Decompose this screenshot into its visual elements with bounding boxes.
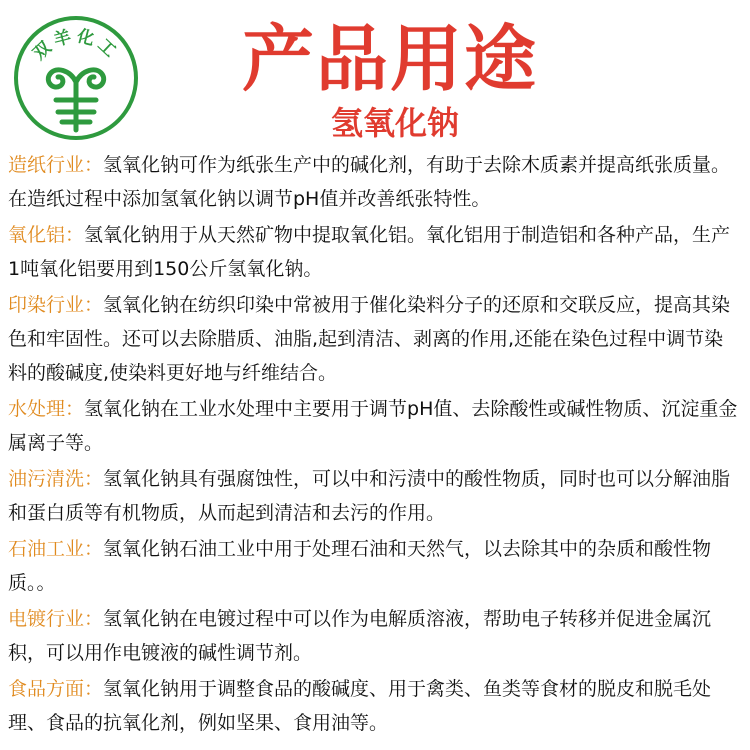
page-title: 产品用途 [241, 17, 538, 101]
use-item-grease-cleaning [8, 462, 738, 530]
use-separator: ： [84, 678, 104, 700]
use-term: 油污清洗 [8, 468, 85, 490]
use-separator: ： [84, 608, 104, 630]
use-description: 氢氧化钠在工业水处理中主要用于调节pH值、去除酸性或碱性物质、沉淀重金属离子等。 [8, 398, 738, 454]
use-term: 氧化铝 [8, 224, 66, 246]
use-item-alumina [8, 218, 738, 286]
company-logo [12, 14, 140, 142]
logo-text: 双羊化工 [29, 26, 123, 65]
use-separator: ： [84, 538, 104, 560]
use-description: 氢氧化钠用于从天然矿物中提取氧化铝。氧化铝用于制造铝和各种产品，生产1吨氧化铝要用到150公斤氢氧化钠。 [8, 224, 731, 280]
use-item-food [8, 672, 738, 740]
use-item-papermaking [8, 148, 738, 216]
use-separator: ： [84, 154, 104, 176]
use-description: 氢氧化钠在电镀过程中可以作为电解质溶液，帮助电子转移并促进金属沉积，可以用作电镀液的碱性调节剂。 [8, 608, 712, 664]
use-separator: ： [84, 294, 104, 316]
use-item-petroleum [8, 532, 738, 600]
use-description: 氢氧化钠石油工业中用于处理石油和天然气，以去除其中的杂质和酸性物质。。 [8, 538, 712, 594]
use-term: 造纸行业 [8, 154, 85, 176]
use-item-water-treatment [8, 392, 738, 460]
use-separator: ： [84, 468, 104, 490]
use-term: 印染行业 [8, 294, 85, 316]
use-term: 石油工业 [8, 538, 85, 560]
use-term: 水处理 [8, 398, 66, 420]
use-separator: ： [65, 398, 85, 420]
use-item-electroplating [8, 602, 738, 670]
use-description: 氢氧化钠用于调整食品的酸碱度、用于禽类、鱼类等食材的脱皮和脱毛处理、食品的抗氧化剂，例如坚果、食用油等。 [8, 678, 712, 734]
use-description: 氢氧化钠在纺织印染中常被用于催化染料分子的还原和交联反应，提高其染色和牢固性。还可以去除腊质、油脂,起到清洁、剥离的作用,还能在染色过程中调节染料的酸碱度,使染料更好地与纤维结合。 [8, 294, 731, 384]
use-description: 氢氧化钠可作为纸张生产中的碱化剂，有助于去除木质素并提高纸张质量。在造纸过程中添加氢氧化钠以调节pH值并改善纸张特性。 [8, 154, 731, 210]
use-separator: ： [65, 224, 85, 246]
use-description: 氢氧化钠具有强腐蚀性，可以中和污渍中的酸性物质，同时也可以分解油脂和蛋白质等有机物质，从而起到清洁和去污的作用。 [8, 468, 731, 524]
use-term: 食品方面 [8, 678, 85, 700]
use-item-dyeing [8, 288, 738, 390]
uses-list [8, 148, 738, 742]
use-term: 电镀行业 [8, 608, 85, 630]
product-name: 氢氧化钠 [330, 104, 459, 142]
